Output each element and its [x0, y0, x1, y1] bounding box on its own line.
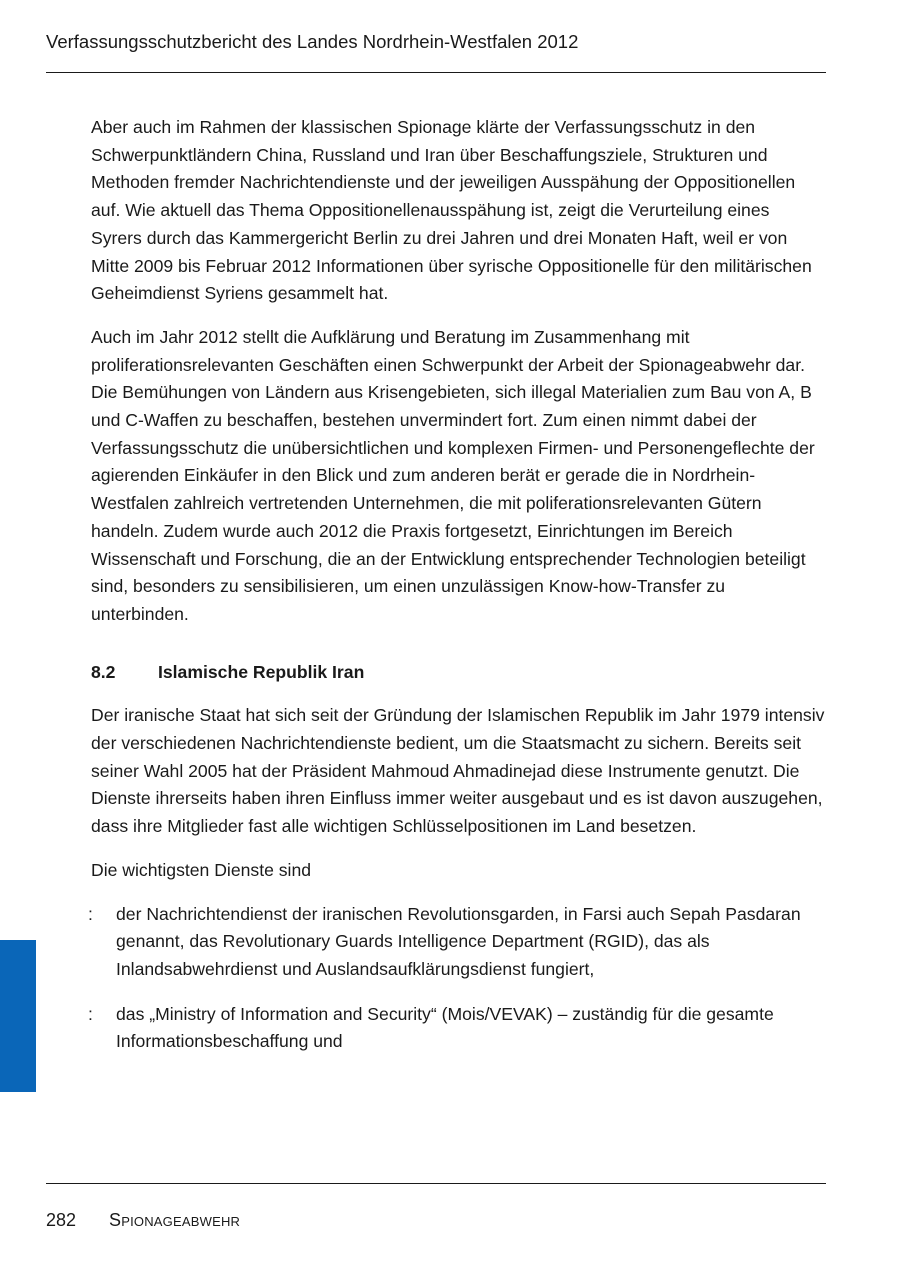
services-list [88, 901, 825, 1057]
list-item-text: der Nachrichtendienst der iranischen Revolutionsgarden, in Farsi auch Sepah Pasdaran genannt, das Revolutionary Guards Intelligence Department (RGID), das als Inlandsabwehrdienst und Auslandsaufklärungsdienst fungiert, [116, 903, 801, 979]
list-item-text: das „Ministry of Information and Security“ (Mois/VEVAK) – zuständig für die gesamte Informationsbeschaffung und [116, 1003, 774, 1052]
body-paragraph: Auch im Jahr 2012 stellt die Aufklärung und Beratung im Zusammenhang mit proliferationsrelevanten Geschäften einen Schwerpunkt der Arbeit der Spionageabwehr dar. Die Bemühungen von Ländern aus Krisengebieten, sich illegal Materialien zum Bau von A, B und C-Waffen zu beschaffen, bestehen unvermindert fort. Zum einen nimmt dabei der Verfassungsschutz die unübersichtlichen und komplexen Firmen- und Personengeflechte der agierenden Einkäufer in den Blick und zum anderen berät er gerade die in Nordrhein-Westfalen zahlreich vertretenden Unternehmen, die mit poliferationsrelevanten Gütern handeln. Zudem wurde auch 2012 die Praxis fortgesetzt, Einrichtungen im Bereich Wissenschaft und Forschung, die an der Entwicklung entsprechender Technologien beteiligt sind, besonders zu sensibilisieren, um einen unzulässigen Know-how-Transfer zu unterbinden. [91, 326, 815, 624]
body-paragraph: Die wichtigsten Dienste sind [91, 859, 312, 880]
section-title: Islamische Republik Iran [158, 661, 365, 682]
header-rule [46, 72, 826, 73]
page-body [88, 114, 825, 1073]
list-item [88, 1001, 825, 1056]
bullet-marker: : [88, 1003, 93, 1024]
chapter-tab-marker [0, 940, 36, 1092]
running-header: Verfassungsschutzbericht des Landes Nordrhein-Westfalen 2012 [46, 31, 579, 52]
footer-rule [46, 1183, 826, 1184]
section-number: 8.2 [91, 661, 116, 682]
page-footer [46, 1208, 240, 1232]
section-heading [91, 659, 825, 687]
page-number: 282 [46, 1210, 77, 1230]
body-paragraph: Der iranische Staat hat sich seit der Gründung der Islamischen Republik im Jahr 1979 intensiv der verschiedenen Nachrichtendienste bedient, um die Staatsmacht zu sichern. Bereits seit seiner Wahl 2005 hat der Präsident Mahmoud Ahmadinejad diese Instrumente genutzt. Die Dienste ihrerseits haben ihren Einfluss immer weiter ausgebaut und es ist davon auszugehen, dass ihre Mitglieder fast alle wichtigen Schlüsselpositionen im Land besetzen. [91, 705, 825, 837]
body-paragraph: Aber auch im Rahmen der klassischen Spionage klärte der Verfassungsschutz in den Schwerpunktländern China, Russland und Iran über Beschaffungsziele, Strukturen und Methoden fremder Nachrichtendienste und der jeweiligen Ausspähung der Oppositionellen auf. Wie aktuell das Thema Oppositionellenausspähung ist, zeigt die Verurteilung eines Syrers durch das Kammergericht Berlin zu drei Jahren und drei Monaten Haft, weil er von Mitte 2009 bis Februar 2012 Informationen über syrische Oppositionelle für den militärischen Geheimdienst Syriens gesammelt hat. [91, 117, 812, 304]
list-item [88, 901, 825, 984]
bullet-marker: : [88, 903, 93, 924]
chapter-name: Spionageabwehr [109, 1210, 241, 1230]
